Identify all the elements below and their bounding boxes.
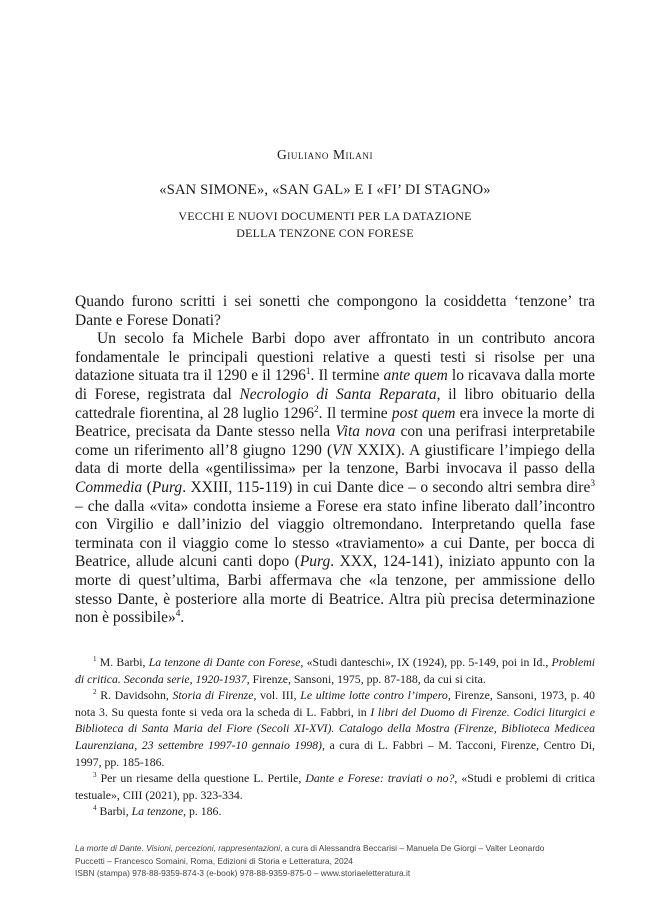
- italic-run: Purg: [151, 478, 183, 496]
- italic-run: I libri del Duomo di Firenze. Codici liturgici e Biblioteca di Santa Maria del Fiore (Secoli XI-XVI). Catalogo della Mostra (Firenze, Biblioteca Medicea Laurenziana, 23 settembre 1997-10 gennaio 1998): [75, 704, 595, 752]
- subtitle-line-1: VECCHI E NUOVI DOCUMENTI PER LA DATAZIONE: [178, 209, 472, 223]
- body-text: [75, 293, 595, 628]
- paragraph-1: Quando furono scritti i sei sonetti che compongono la cosiddetta ‘tenzone’ tra Dante e Forese Donati?: [75, 293, 595, 329]
- text-run: Per un riesame della questione L. Pertile,: [96, 771, 306, 786]
- italic-run: Commedia: [75, 478, 143, 496]
- text-run: , Firenze, Sansoni, 1973, p. 40 nota 3. Su questa fonte si veda ora la scheda di L. Fabbri, in: [75, 688, 596, 719]
- text-run: Barbi,: [96, 804, 132, 819]
- article-title: «SAN SIMONE», «SAN GAL» E I «FI’ DI STAGNO»: [159, 182, 491, 198]
- footnote-ref-3[interactable]: 3: [590, 478, 595, 489]
- italic-run: Le ultime lotte contro l’impero: [300, 688, 448, 703]
- footnote-2: [75, 687, 595, 770]
- text-run: , il libro obituario della cattedrale fiorentina, al 28 luglio 1296: [75, 385, 596, 422]
- author-name: Giuliano Milani: [276, 147, 374, 162]
- footnote-1: [75, 654, 595, 687]
- text-run: con una perifrasi interpretabile come un riferimento all’8 giugno 1290 (: [75, 423, 596, 459]
- text-run: , vol. III,: [253, 688, 301, 703]
- footnote-ref-1[interactable]: 1: [305, 367, 311, 378]
- text-run: lo ricavava dalla morte di Forese, registrata dal: [75, 367, 595, 403]
- italic-run: Dante e Forese: traviati o no?: [305, 771, 455, 786]
- text-run: , «Studi e problemi di critica testuale», CIII (2021), pp. 323-334.: [75, 771, 595, 802]
- italic-run: VN: [332, 441, 352, 459]
- text-run: , Firenze, Sansoni, 1975, pp. 87-188, da cui si cita.: [246, 671, 486, 686]
- article-subtitle: [0, 208, 650, 242]
- italic-run: Problemi di critica. Seconda serie, 1920-1937: [75, 655, 595, 686]
- italic-run: post quem: [391, 404, 456, 422]
- footnote-4: [75, 803, 595, 820]
- text-run: , «Studi danteschi», IX (1924), pp. 5-149, poi in Id.,: [300, 655, 552, 669]
- text-run: XXIX). A giustificare l’impiego della data di morte della «gentilissima» per la tenzone, Barbi invocava il passo della: [75, 441, 595, 478]
- text-run: . Il termine: [318, 404, 392, 422]
- text-run: R. Davidsohn,: [96, 688, 173, 703]
- text-run: , a cura di L. Fabbri – M. Tacconi, Firenze, Centro Di, 1997, pp. 185-186.: [75, 737, 595, 769]
- subtitle-line-2: DELLA TENZONE CON FORESE: [236, 226, 414, 240]
- footer-line-1: [75, 842, 575, 855]
- publication-footer: [75, 842, 575, 880]
- text-run: M. Barbi,: [96, 655, 149, 669]
- italic-run: Vita nova: [335, 423, 396, 441]
- footer-line-3: ISBN (stampa) 978-88-9359-874-3 (e-book) 978-88-9359-875-0 – www.storiaeletteratura.it: [75, 868, 411, 878]
- footnotes: [75, 654, 595, 820]
- footnote-ref-2[interactable]: 2: [314, 404, 319, 415]
- paragraph-2: [75, 330, 595, 628]
- italic-run: La tenzone: [131, 804, 184, 819]
- text-run: (: [142, 478, 152, 496]
- text-run: . XXIII, 115-119) in cui Dante dice – o secondo altri sembra dire: [182, 478, 591, 496]
- text-run: Un secolo fa Michele Barbi dopo aver affrontato in un contributo ancora fondamentale le principali questioni relative a questi testi si risolse per una datazione situata tra il 1290 e il 1296: [75, 330, 595, 385]
- italic-run: La tenzone di Dante con Forese: [148, 655, 301, 669]
- book-title: La morte di Dante. Visioni, percezioni, rappresentazioni: [75, 843, 281, 853]
- italic-run: ante quem: [383, 367, 448, 385]
- text-run: era invece la morte di Beatrice, precisata da Dante stesso nella: [75, 404, 595, 441]
- footnote-3: [75, 770, 595, 803]
- text-run: .: [180, 609, 185, 627]
- footnote-number: 3: [93, 771, 97, 780]
- footnote-number: 4: [93, 804, 97, 813]
- footnote-number: 1: [93, 655, 97, 664]
- text-run: . XXX, 124-141), iniziato appunto con la morte di quest’ultima, Barbi affermava che «la tenzone, per ammissione dello stesso Dante, è posteriore alla morte di Beatrice. Altra più precisa determinazione non è possibile»: [75, 553, 595, 627]
- italic-run: Storia di Firenze: [172, 688, 254, 703]
- footnote-number: 2: [93, 688, 97, 697]
- text-run: – che dalla «vita» condotta insieme a Forese era stato infine liberato dall’incontro con Virgilio e dall’inizio del viaggio oltremondano. Interpretando quella fase terminata con il viaggio come lo stesso «traviamento» a cui Dante, per bocca di Beatrice, allude alcuni canti dopo (: [75, 497, 595, 571]
- text-run: , p. 186.: [183, 804, 222, 819]
- footer-line-2: Puccetti – Francesco Somaini, Roma, Edizioni di Storia e Letteratura, 2024: [75, 855, 353, 866]
- editors: , a cura di Alessandra Beccarisi – Manuela De Giorgi – Valter Leonardo: [280, 843, 545, 853]
- italic-run: Necrologio di Santa Reparata: [239, 385, 437, 403]
- text-run: . Il termine: [310, 367, 384, 385]
- italic-run: Purg: [299, 553, 331, 571]
- footnote-ref-4[interactable]: 4: [175, 608, 181, 619]
